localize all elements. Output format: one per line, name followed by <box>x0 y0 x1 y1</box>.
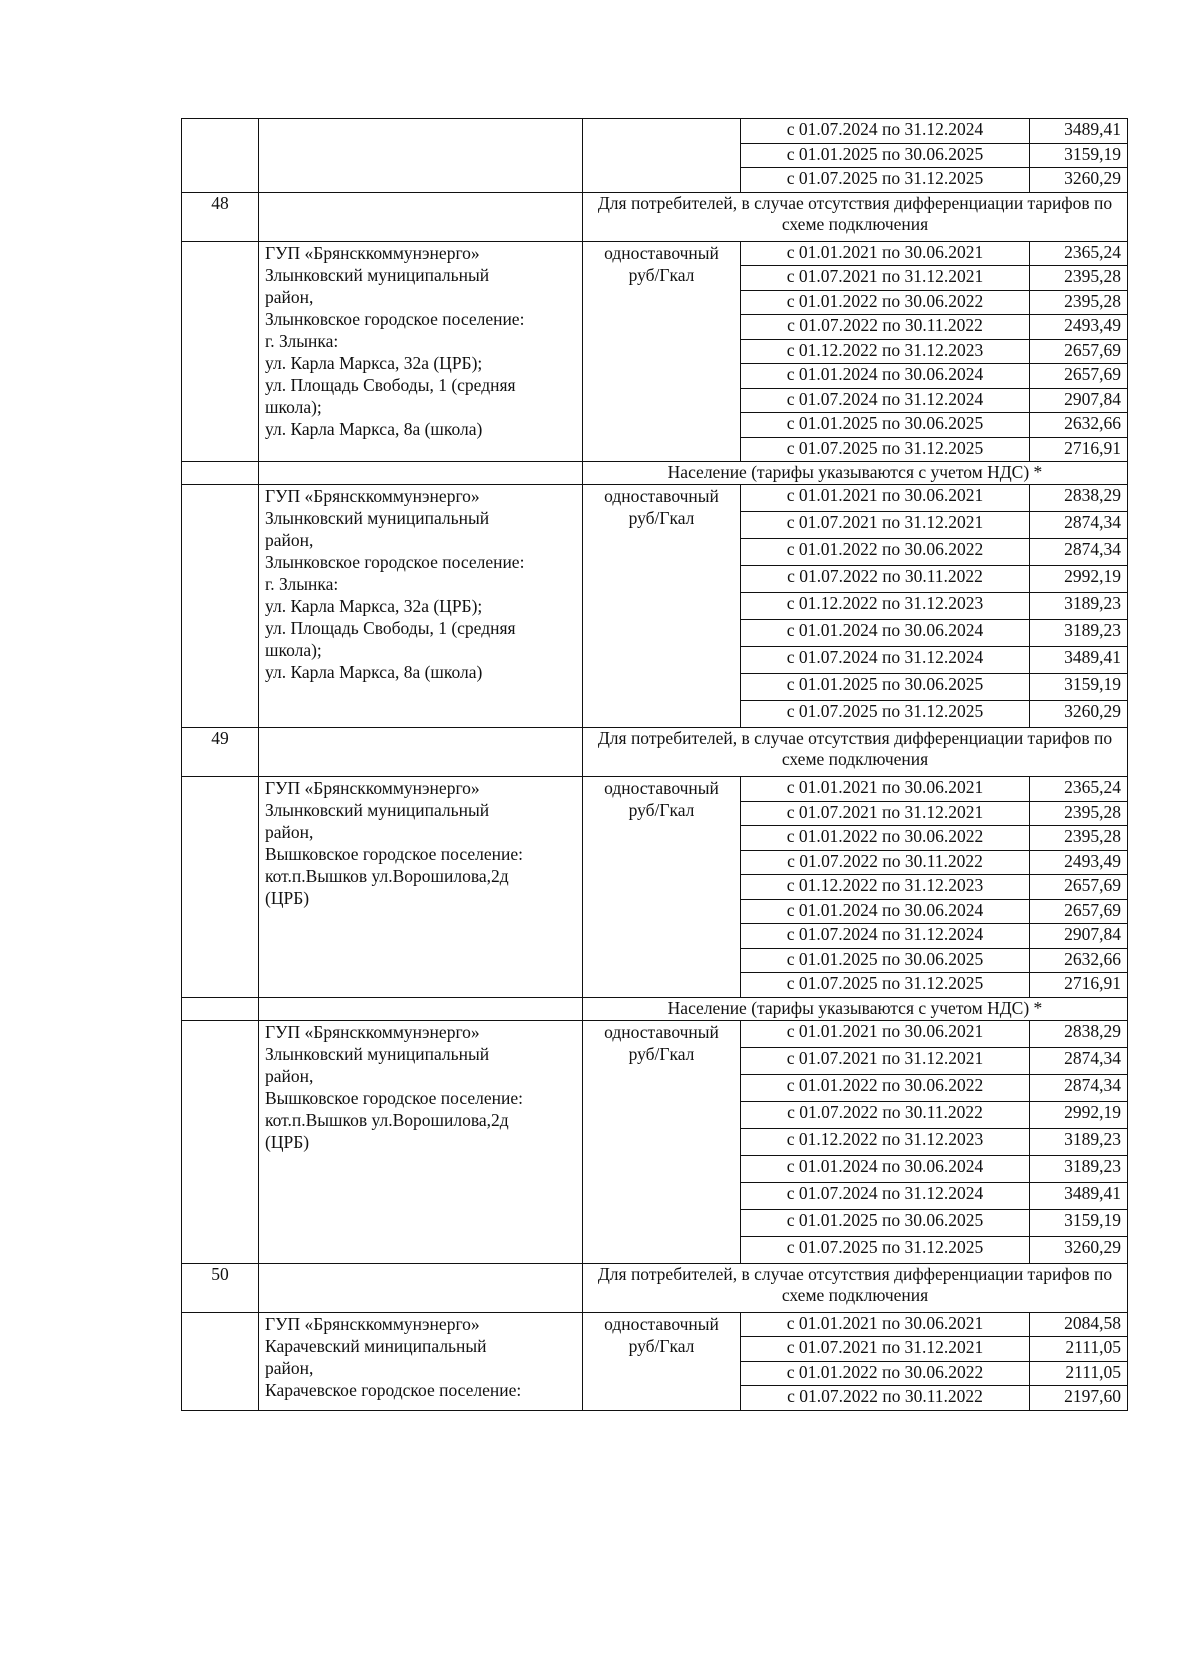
org-line: школа); <box>265 396 322 417</box>
number-cell <box>182 1312 259 1410</box>
value-cell: 2907,84 <box>1030 924 1128 949</box>
value-cell: 3189,23 <box>1030 620 1128 647</box>
org-cell <box>259 777 583 998</box>
tariff-type: одноставочный <box>604 242 719 263</box>
period-cell: с 01.01.2024 по 30.06.2024 <box>741 899 1030 924</box>
tariff-unit: руб/Гкал <box>628 800 695 820</box>
org-line: район, <box>265 1065 314 1086</box>
tariff-type: одноставочный <box>604 778 719 798</box>
period-cell: с 01.01.2024 по 30.06.2024 <box>741 1155 1030 1182</box>
table-row <box>182 241 1128 266</box>
period-cell: с 01.07.2024 по 31.12.2024 <box>741 119 1030 144</box>
tariff-unit: руб/Гкал <box>628 508 695 528</box>
org-cell <box>259 241 583 462</box>
period-cell: с 01.07.2024 по 31.12.2024 <box>741 647 1030 674</box>
tariff-type-cell <box>583 241 741 462</box>
value-cell: 2632,66 <box>1030 413 1128 438</box>
org-line: ГУП «Брянсккоммунэнерго» <box>265 486 480 506</box>
blank-cell <box>259 997 583 1020</box>
period-cell: с 01.12.2022 по 31.12.2023 <box>741 593 1030 620</box>
org-line: Вышковское городское поселение: <box>265 1087 523 1108</box>
tariff-unit: руб/Гкал <box>628 1335 695 1356</box>
org-line: Карачевский миниципальный <box>265 1335 487 1356</box>
period-cell: с 01.01.2022 по 30.06.2022 <box>741 1074 1030 1101</box>
value-cell: 3489,41 <box>1030 647 1128 674</box>
org-line: ул. Площадь Свободы, 1 (средняя <box>265 618 516 638</box>
org-cell <box>259 1312 583 1410</box>
period-cell: с 01.07.2024 по 31.12.2024 <box>741 388 1030 413</box>
tariff-type: одноставочный <box>604 1313 719 1334</box>
period-cell: с 01.12.2022 по 31.12.2023 <box>741 875 1030 900</box>
period-cell: с 01.01.2025 по 30.06.2025 <box>741 674 1030 701</box>
tariff-type-cell <box>583 1312 741 1410</box>
value-cell: 3159,19 <box>1030 674 1128 701</box>
period-cell: с 01.01.2022 по 30.06.2022 <box>741 1361 1030 1386</box>
period-cell: с 01.01.2022 по 30.06.2022 <box>741 539 1030 566</box>
value-cell: 2992,19 <box>1030 1101 1128 1128</box>
table-row <box>182 119 1128 144</box>
value-cell: 3159,19 <box>1030 143 1128 168</box>
period-cell: с 01.01.2025 по 30.06.2025 <box>741 1209 1030 1236</box>
tariff-table-body <box>182 119 1128 1411</box>
org-line: ул. Карла Маркса, 32а (ЦРБ); <box>265 352 483 373</box>
org-line: район, <box>265 286 314 307</box>
population-header: Население (тарифы указываются с учетом НДС) * <box>583 462 1128 485</box>
period-cell: с 01.07.2021 по 31.12.2021 <box>741 512 1030 539</box>
org-cell <box>259 1020 583 1263</box>
period-cell: с 01.07.2024 по 31.12.2024 <box>741 1182 1030 1209</box>
period-cell: с 01.07.2022 по 30.11.2022 <box>741 1386 1030 1411</box>
value-cell: 2395,28 <box>1030 266 1128 291</box>
category-header: Для потребителей, в случае отсутствия дифференциации тарифов по схеме подключения <box>583 1263 1128 1312</box>
value-cell: 3189,23 <box>1030 1128 1128 1155</box>
period-cell: с 01.07.2021 по 31.12.2021 <box>741 266 1030 291</box>
table-row <box>182 485 1128 512</box>
org-line: кот.п.Вышков ул.Ворошилова,2д <box>265 866 509 886</box>
blank-cell <box>182 462 259 485</box>
value-cell: 3260,29 <box>1030 1236 1128 1263</box>
org-line: ГУП «Брянсккоммунэнерго» <box>265 778 480 798</box>
org-line: кот.п.Вышков ул.Ворошилова,2д <box>265 1109 509 1130</box>
tariff-unit: руб/Гкал <box>628 264 695 285</box>
tariff-type-cell <box>583 1020 741 1263</box>
blank-cell <box>259 462 583 485</box>
value-cell: 2493,49 <box>1030 850 1128 875</box>
period-cell: с 01.01.2022 по 30.06.2022 <box>741 290 1030 315</box>
org-line: Злынковский муниципальный <box>265 1043 490 1064</box>
org-line: Злынковский муниципальный <box>265 508 490 528</box>
section-header-row <box>182 728 1128 777</box>
period-cell: с 01.07.2022 по 30.11.2022 <box>741 566 1030 593</box>
org-line: ул. Карла Маркса, 8а (школа) <box>265 662 483 682</box>
type-cell <box>583 119 741 193</box>
value-cell: 3489,41 <box>1030 119 1128 144</box>
value-cell: 2395,28 <box>1030 826 1128 851</box>
value-cell: 2657,69 <box>1030 364 1128 389</box>
number-cell <box>182 119 259 193</box>
org-line: (ЦРБ) <box>265 888 310 908</box>
tariff-type-cell <box>583 485 741 728</box>
population-header-row <box>182 462 1128 485</box>
org-line: Злынковский муниципальный <box>265 800 490 820</box>
value-cell: 3159,19 <box>1030 1209 1128 1236</box>
period-cell: с 01.07.2022 по 30.11.2022 <box>741 1101 1030 1128</box>
number-cell <box>182 777 259 998</box>
value-cell: 3260,29 <box>1030 701 1128 728</box>
value-cell: 2365,24 <box>1030 241 1128 266</box>
period-cell: с 01.07.2025 по 31.12.2025 <box>741 1236 1030 1263</box>
value-cell: 2657,69 <box>1030 875 1128 900</box>
value-cell: 2632,66 <box>1030 948 1128 973</box>
org-line: г. Злынка: <box>265 574 339 594</box>
blank-cell <box>182 997 259 1020</box>
period-cell: с 01.07.2021 по 31.12.2021 <box>741 801 1030 826</box>
value-cell: 3189,23 <box>1030 593 1128 620</box>
value-cell: 2838,29 <box>1030 485 1128 512</box>
value-cell: 2111,05 <box>1030 1361 1128 1386</box>
org-line: Злынковское городское поселение: <box>265 552 525 572</box>
period-cell: с 01.07.2025 по 31.12.2025 <box>741 437 1030 462</box>
section-header-row <box>182 1263 1128 1312</box>
period-cell: с 01.01.2022 по 30.06.2022 <box>741 826 1030 851</box>
org-line: г. Злынка: <box>265 330 339 351</box>
value-cell: 2874,34 <box>1030 1074 1128 1101</box>
period-cell: с 01.07.2025 по 31.12.2025 <box>741 168 1030 193</box>
category-header: Для потребителей, в случае отсутствия дифференциации тарифов по схеме подключения <box>583 728 1128 777</box>
value-cell: 3260,29 <box>1030 168 1128 193</box>
tariff-type: одноставочный <box>604 1021 719 1042</box>
blank-cell <box>259 728 583 777</box>
value-cell: 2874,34 <box>1030 539 1128 566</box>
blank-cell <box>259 1263 583 1312</box>
category-header: Для потребителей, в случае отсутствия дифференциации тарифов по схеме подключения <box>583 192 1128 241</box>
value-cell: 2716,91 <box>1030 437 1128 462</box>
period-cell: с 01.01.2025 по 30.06.2025 <box>741 143 1030 168</box>
section-number: 50 <box>182 1263 259 1312</box>
value-cell: 2197,60 <box>1030 1386 1128 1411</box>
org-line: ул. Площадь Свободы, 1 (средняя <box>265 374 516 395</box>
table-row <box>182 1020 1128 1047</box>
number-cell <box>182 1020 259 1263</box>
value-cell: 2493,49 <box>1030 315 1128 340</box>
org-line: (ЦРБ) <box>265 1131 310 1152</box>
period-cell: с 01.01.2025 по 30.06.2025 <box>741 413 1030 438</box>
org-line: район, <box>265 530 314 550</box>
section-number: 49 <box>182 728 259 777</box>
org-cell <box>259 119 583 193</box>
value-cell: 2838,29 <box>1030 1020 1128 1047</box>
section-number: 48 <box>182 192 259 241</box>
org-line: ул. Карла Маркса, 8а (школа) <box>265 418 483 439</box>
tariff-unit: руб/Гкал <box>628 1043 695 1064</box>
org-line: Вышковское городское поселение: <box>265 844 523 864</box>
value-cell: 2111,05 <box>1030 1337 1128 1362</box>
table-row <box>182 777 1128 802</box>
org-line: район, <box>265 1357 314 1378</box>
value-cell: 2907,84 <box>1030 388 1128 413</box>
org-cell <box>259 485 583 728</box>
period-cell: с 01.07.2024 по 31.12.2024 <box>741 924 1030 949</box>
tariff-table <box>181 118 1128 1411</box>
population-header-row <box>182 997 1128 1020</box>
period-cell: с 01.07.2022 по 30.11.2022 <box>741 850 1030 875</box>
period-cell: с 01.12.2022 по 31.12.2023 <box>741 339 1030 364</box>
period-cell: с 01.01.2021 по 30.06.2021 <box>741 1312 1030 1337</box>
org-line: ГУП «Брянсккоммунэнерго» <box>265 1313 480 1334</box>
period-cell: с 01.01.2024 по 30.06.2024 <box>741 620 1030 647</box>
org-line: Злынковское городское поселение: <box>265 308 525 329</box>
period-cell: с 01.01.2025 по 30.06.2025 <box>741 948 1030 973</box>
org-line: Карачевское городское поселение: <box>265 1379 522 1400</box>
value-cell: 2657,69 <box>1030 339 1128 364</box>
table-row <box>182 1312 1128 1337</box>
value-cell: 3189,23 <box>1030 1155 1128 1182</box>
period-cell: с 01.01.2021 по 30.06.2021 <box>741 777 1030 802</box>
period-cell: с 01.07.2021 по 31.12.2021 <box>741 1337 1030 1362</box>
blank-cell <box>259 192 583 241</box>
period-cell: с 01.01.2021 по 30.06.2021 <box>741 1020 1030 1047</box>
value-cell: 2084,58 <box>1030 1312 1128 1337</box>
value-cell: 2716,91 <box>1030 973 1128 998</box>
org-line: ГУП «Брянсккоммунэнерго» <box>265 242 480 263</box>
period-cell: с 01.01.2021 по 30.06.2021 <box>741 485 1030 512</box>
period-cell: с 01.07.2025 по 31.12.2025 <box>741 701 1030 728</box>
tariff-type: одноставочный <box>604 486 719 506</box>
value-cell: 3489,41 <box>1030 1182 1128 1209</box>
population-header: Население (тарифы указываются с учетом НДС) * <box>583 997 1128 1020</box>
period-cell: с 01.01.2024 по 30.06.2024 <box>741 364 1030 389</box>
org-line: ул. Карла Маркса, 32а (ЦРБ); <box>265 596 483 616</box>
number-cell <box>182 485 259 728</box>
period-cell: с 01.12.2022 по 31.12.2023 <box>741 1128 1030 1155</box>
value-cell: 2395,28 <box>1030 290 1128 315</box>
value-cell: 2874,34 <box>1030 1047 1128 1074</box>
value-cell: 2657,69 <box>1030 899 1128 924</box>
org-line: Злынковский муниципальный <box>265 264 490 285</box>
number-cell <box>182 241 259 462</box>
tariff-type-cell <box>583 777 741 998</box>
value-cell: 2874,34 <box>1030 512 1128 539</box>
value-cell: 2395,28 <box>1030 801 1128 826</box>
org-line: ГУП «Брянсккоммунэнерго» <box>265 1021 480 1042</box>
period-cell: с 01.07.2025 по 31.12.2025 <box>741 973 1030 998</box>
period-cell: с 01.01.2021 по 30.06.2021 <box>741 241 1030 266</box>
period-cell: с 01.07.2022 по 30.11.2022 <box>741 315 1030 340</box>
period-cell: с 01.07.2021 по 31.12.2021 <box>741 1047 1030 1074</box>
value-cell: 2365,24 <box>1030 777 1128 802</box>
org-line: район, <box>265 822 314 842</box>
section-header-row <box>182 192 1128 241</box>
value-cell: 2992,19 <box>1030 566 1128 593</box>
org-line: школа); <box>265 640 322 660</box>
